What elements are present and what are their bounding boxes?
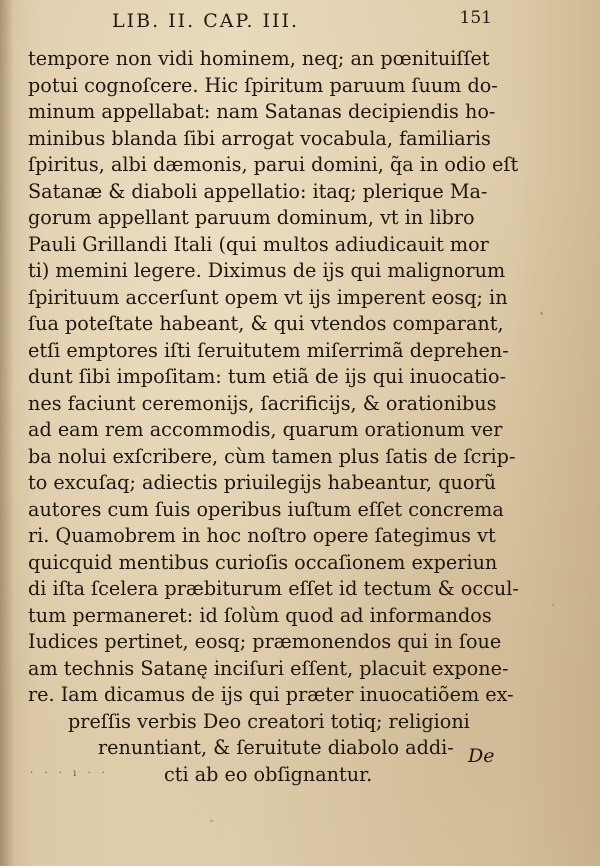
text-line: ad eam rem accommodis, quarum orationum ver <box>28 418 503 441</box>
text-line: Satanæ & diaboli appellatio: itaq; plerique Ma- <box>28 179 488 203</box>
paper-speck <box>540 312 543 315</box>
text-line: Pauli Grillandi Itali (qui multos adiudicauit mor <box>28 232 489 256</box>
text-line-centered: preſſis verbis Deo creatori totiq; religioni <box>68 709 470 733</box>
text-line: potui cognoſcere. Hic ſpiritum paruum ſuum do- <box>28 73 498 97</box>
paper-speck <box>552 604 554 606</box>
text-line: di iſta ſcelera præbiturum eſſet id tectum & occul- <box>28 577 519 600</box>
folio-number: 151 <box>459 8 492 28</box>
text-line: ba nolui exſcribere, cùm tamen plus ſatis de ſcrip- <box>28 444 516 468</box>
text-line-centered: cti ab eo obſignantur. <box>164 762 373 786</box>
text-line: nes faciunt ceremonijs, ſacrificijs, & orationibus <box>28 391 497 415</box>
catchword: De <box>468 745 495 767</box>
text-line: dunt ſibi impoſitam: tum etiã de ijs qui inuocatio- <box>28 365 507 388</box>
page-header <box>112 4 492 38</box>
footer-marks: · · · ı · · <box>30 768 109 779</box>
running-title: LIB. II. CAP. III. <box>112 10 300 32</box>
text-line: tum permaneret: id ſolùm quod ad informandos <box>28 603 492 627</box>
text-line: ſua poteſtate habeant, & qui vtendos comparant, <box>28 312 504 335</box>
text-line: tempore non vidi hominem, neq; an pœnituiſſet <box>28 47 490 70</box>
text-line: ri. Quamobrem in hoc noſtro opere ſategimus vt <box>28 524 496 547</box>
text-line: re. Iam dicamus de ijs qui præter inuocatiõem ex- <box>28 683 514 706</box>
paper-speck <box>210 820 213 822</box>
text-line: etſi emptores iſti ſeruitutem miſerrimã deprehen- <box>28 338 509 362</box>
page-gutter-shadow <box>0 0 14 866</box>
text-line-centered: renuntiant, & ſeruitute diabolo addi- <box>98 736 454 759</box>
text-line: autores cum ſuis operibus iuſtum eſſet concrema <box>28 497 504 521</box>
text-line: ſpiritus, albi dæmonis, parui domini, q̃a in odio eſt <box>28 153 519 176</box>
text-line: am technis Satanę inciſuri eſſent, placuit expone- <box>28 656 509 680</box>
text-line: ti) memini legere. Diximus de ijs qui malignorum <box>28 259 506 282</box>
text-line: minibus blanda ſibi arrogat vocabula, familiaris <box>28 126 491 150</box>
text-line: Iudices pertinet, eosq; præmonendos qui in ſoue <box>28 630 502 653</box>
body-text <box>28 46 519 788</box>
text-line: minum appellabat: nam Satanas decipiendis ho- <box>28 100 496 123</box>
text-line: to excuſaq; adiectis priuilegijs habeantur, quorũ <box>28 471 496 494</box>
text-line: quicquid mentibus curioſis occaſionem experiun <box>28 550 498 574</box>
text-line: ſpirituum accerſunt opem vt ijs imperent eosq; in <box>28 285 508 309</box>
text-line: gorum appellant paruum dominum, vt in libro <box>28 206 475 229</box>
